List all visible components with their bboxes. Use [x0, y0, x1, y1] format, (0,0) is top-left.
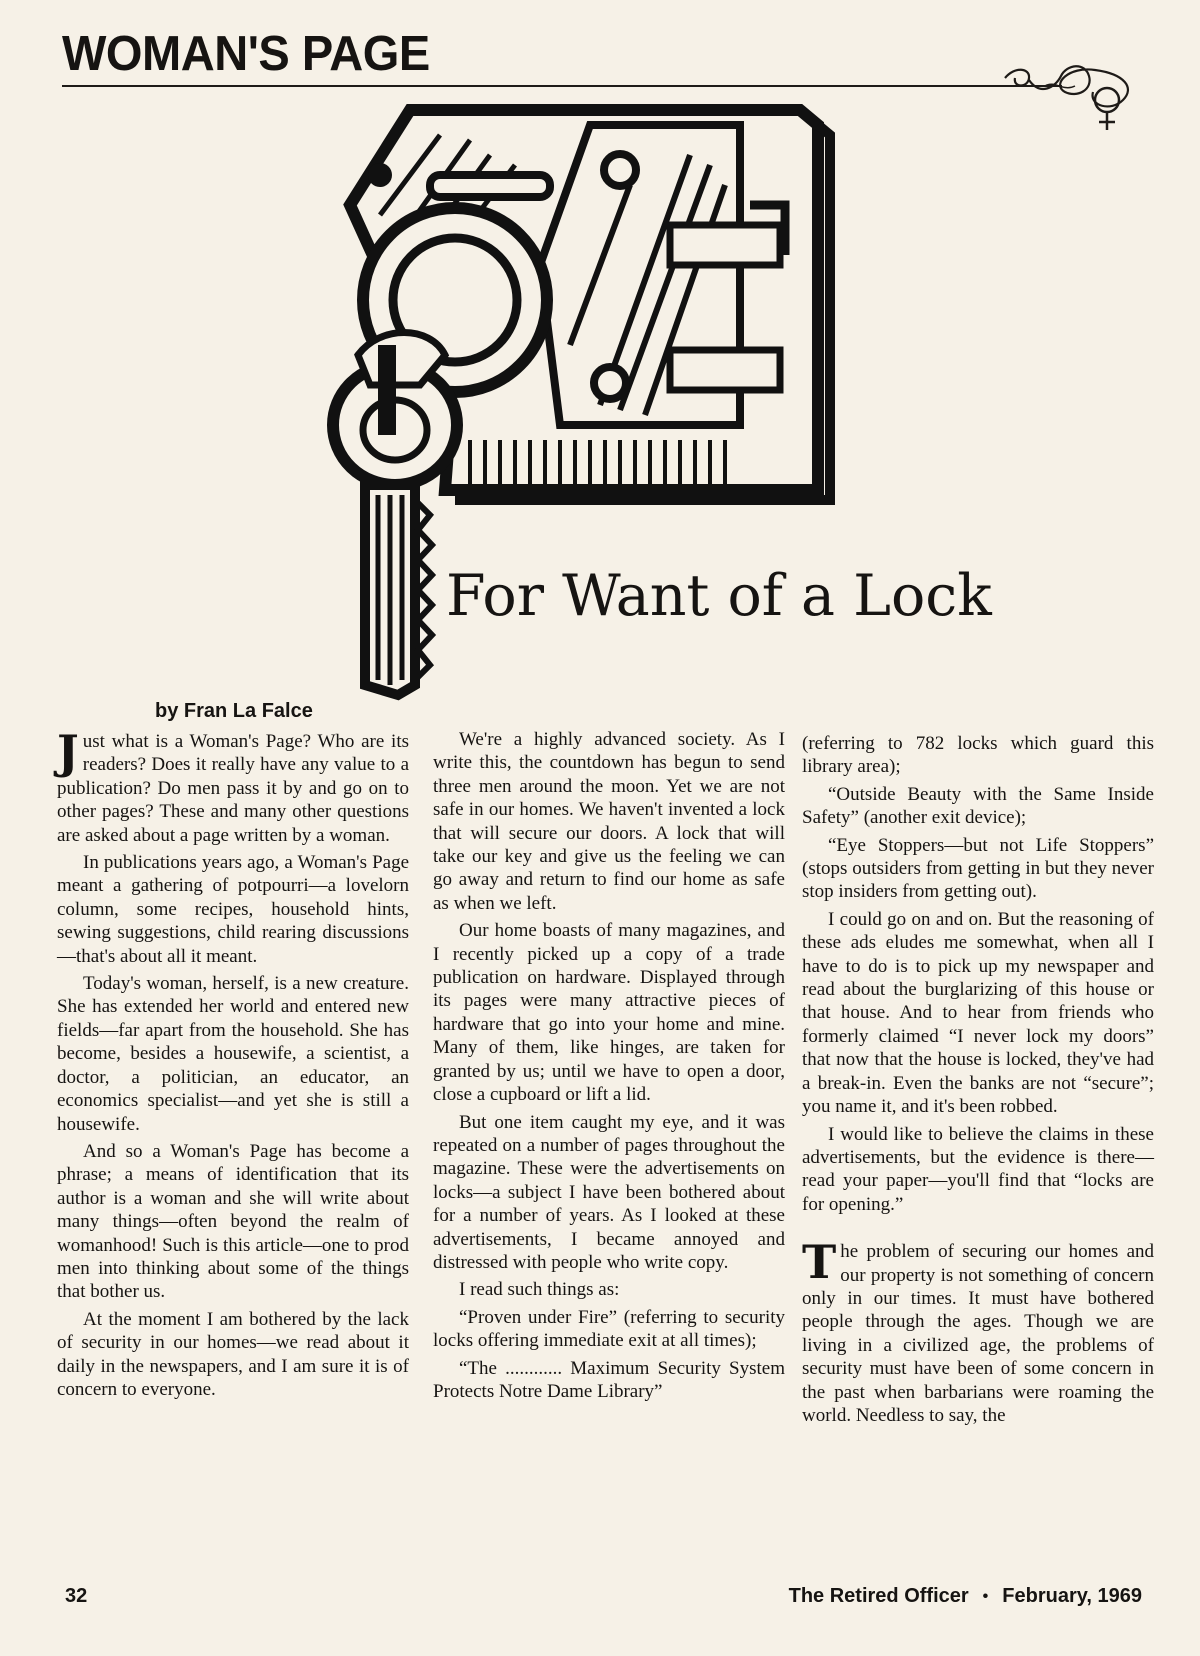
- venus-flourish-ornament: [985, 48, 1155, 138]
- footer-separator: •: [982, 1587, 989, 1605]
- paragraph: I would like to believe the claims in these advertisements, but the evidence is there—read your paper—you'll find that “locks are for opening.”: [802, 1123, 1154, 1215]
- header-rule: [62, 85, 1062, 87]
- paragraph: Our home boasts of many magazines, and I recently picked up a copy of a trade publication on hardware. Displayed through its pages were many attractive pieces of hardware that go into your home and mine. Many of them, like hinges, are taken for granted by us; until we have to open a door, close a cupboard or lift a lid.: [433, 920, 785, 1106]
- article-column-2: [433, 728, 785, 1407]
- page-number: 32: [65, 1585, 88, 1607]
- paragraph: (referring to 782 locks which guard this library area);: [802, 733, 1154, 778]
- paragraph: In publications years ago, a Woman's Page meant a gathering of potpourri—a lovelorn column, some recipes, household hints, sewing suggestions, child rearing discussions—that's about all it meant.: [57, 852, 409, 967]
- paragraph: We're a highly advanced society. As I write this, the countdown has begun to send three men around the moon. Yet we are not safe in our homes. We haven't invented a lock that will secure our doors. A lock that will take our key and give us the feeling we can go away and return to find our home as safe as when we left.: [433, 729, 785, 914]
- section-title: WOMAN'S PAGE: [62, 27, 430, 81]
- paragraph: But one item caught my eye, and it was repeated on a number of pages throughout the magazine. These were the advertisements on locks—a subject I have been bothered about for a number of years. As I looked at these advertisements, I became annoyed and distressed with people who write copy.: [433, 1111, 785, 1273]
- paragraph: “Outside Beauty with the Same Inside Safety” (another exit device);: [802, 783, 1154, 829]
- article-column-3: [802, 732, 1154, 1431]
- drop-cap: T: [802, 1235, 837, 1290]
- article-headline: For Want of a Lock: [446, 563, 992, 629]
- paragraph: “The ............ Maximum Security System Protects Notre Dame Library”: [433, 1357, 785, 1402]
- paragraph: At the moment I am bothered by the lack of security in our homes—we read about it daily in the newspapers, and I am sure it is of concern to everyone.: [57, 1308, 409, 1400]
- paragraph: “Proven under Fire” (referring to security locks offering immediate exit at all times);: [433, 1306, 785, 1352]
- paragraph: The problem of securing our homes and our property is not something of concern only in our times. It must have bothered people through the ages. Though we are living in a civilized age, the problems of security must have been of some concern in the past when barbarians were roaming the world. Needless to say, the: [802, 1235, 1154, 1426]
- paragraph: “Eye Stoppers—but not Life Stoppers” (stops outsiders from getting in but they never stop insiders from getting out).: [802, 834, 1154, 903]
- drop-cap: J: [57, 725, 79, 779]
- issue-date: February, 1969: [1002, 1585, 1142, 1607]
- byline: by Fran La Falce: [155, 700, 313, 722]
- publication-footer: [789, 1585, 1142, 1608]
- paragraph: Just what is a Woman's Page? Who are its readers? Does it really have any value to a publication? Do men pass it by and go on to other pages? These and many other questions are asked about a page written by a woman.: [57, 725, 409, 846]
- paragraph: And so a Woman's Page has become a phrase; a means of identification that its author is a woman and she will write about many things—often beyond the realm of womanhood! Such is this article—one to prod men into thinking about some of the things that bother us.: [57, 1140, 409, 1303]
- article-column-1: [57, 725, 409, 1405]
- paragraph: I could go on and on. But the reasoning of these ads eludes me somewhat, when all I have to do is to pick up my newspaper and read about the burglarizing of this house or that house. And to hear from friends who formerly claimed “I never lock my doors” that now that the house is locked, they've had a break-in. Even the banks are not “secure”; you name it, and it's been robbed.: [802, 908, 1154, 1118]
- paragraph: I read such things as:: [459, 1279, 620, 1301]
- paragraph: Today's woman, herself, is a new creature. She has extended her world and entered new fields—far apart from the household. She has become, besides a housewife, a scientist, a doctor, a politician, an educator, an economics specialist—and yet she is still a housewife.: [57, 973, 409, 1135]
- publication-name: The Retired Officer: [788, 1585, 969, 1607]
